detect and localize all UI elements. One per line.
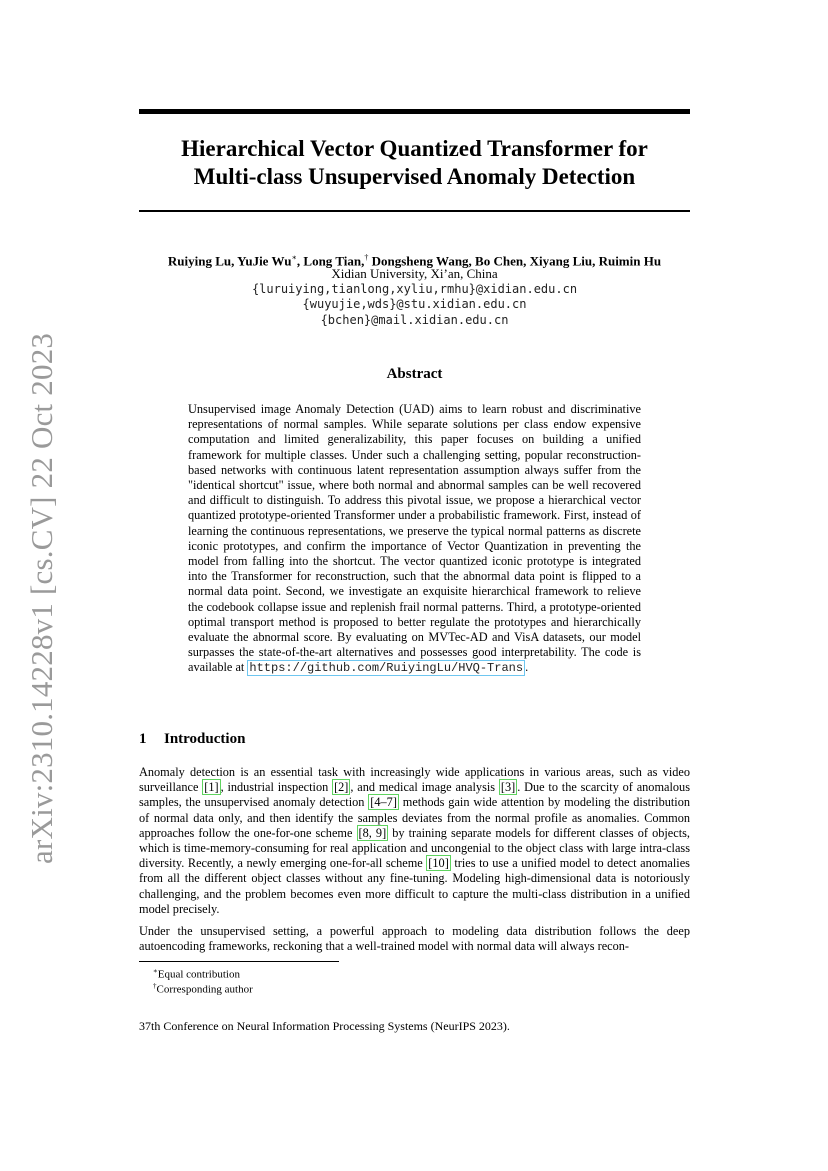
title-top-rule [139, 109, 690, 114]
section-heading-introduction [139, 731, 690, 748]
abstract-heading: Abstract [386, 366, 443, 382]
footnote-rule [139, 961, 339, 962]
conference-note: 37th Conference on Neural Information Processing Systems (NeurIPS 2023). [139, 1019, 510, 1033]
intro-text: tries to use a unified model to detect anomalies from all the different object classes without any fine-tuning. Modeling high-dimensional data is notoriously challenging, and the problem becomes even more difficult to capture the multi-class distribution in a unified model precisely. [139, 856, 690, 916]
arxiv-identifier: arXiv:2310.14228v1 [cs.CV] 22 Oct 2023 [24, 332, 59, 864]
intro-text: . Due to the scarcity of anomalous samples, the unsupervised anomaly detection [139, 780, 690, 810]
title-line-1: Hierarchical Vector Quantized Transformer for [181, 136, 648, 161]
author-names-3: Dongsheng Wang, Bo Chen, Xiyang Liu, Ruimin Hu [368, 253, 662, 269]
section-number: 1 [139, 731, 147, 747]
footnote-2 [153, 979, 253, 997]
affiliation: Xidian University, Xi’an, China [331, 266, 498, 281]
title-line-2: Multi-class Unsupervised Anomaly Detection [193, 164, 636, 189]
author-names-1: Ruiying Lu, YuJie Wu [167, 253, 292, 269]
corresponding-author-mark: † [364, 253, 369, 262]
footnote-mark: ∗ [153, 967, 158, 975]
intro-paragraph-1 [139, 765, 690, 917]
abstract-body-text: Unsupervised image Anomaly Detection (UAD) aims to learn robust and discriminative representations of normal samples. While separate solutions per class endow expensive computation and limited generalizability, this paper focuses on building a unified framework for multiple classes. Under such a challenging setting, popular reconstruction-based networks with continuous latent representation assumption always suffer from the "identical shortcut" issue, where both normal and abnormal samples can be well recovered and difficult to distinguish. To address this pivotal issue, we propose a hierarchical vector quantized prototype-oriented Transformer under a probabilistic framework. First, instead of learning the continuous representations, we preserve the typical normal patterns as discrete iconic prototypes, and confirm the importance of Vector Quantization in preventing the model from falling into the shortcut. The vector quantized iconic prototype is integrated into the Transformer for reconstruction, such that the abnormal data point is flipped to a normal data point. Second, we investigate an exquisite hierarchical framework to relieve the codebook collapse issue and replenish frail normal patterns. Third, a prototype-oriented optimal transport method is proposed to better regulate the prototypes and hierarchically evaluate the abnormal score. By evaluating on MVTec-AD and VisA datasets, our model surpasses the state-of-the-art alternatives and possesses good interpretability. The code is available at [188, 402, 641, 675]
intro-text: Anomaly detection is an essential task with increasingly wide applications in various areas, such as video surveillance [139, 765, 690, 795]
intro-text: by training separate models for different classes of objects, which is time-memory-consuming for real application and uncongenial to the object class with large intra-class diversity. Recently, a newly emerging one-for-all scheme [139, 825, 690, 871]
paper-title [139, 135, 690, 191]
intro-paragraph-2: Under the unsupervised setting, a powerful approach to modeling data distribution follows the deep autoencoding frameworks, reckoning that a well-trained model with normal data will always recon- [139, 924, 690, 954]
email-line-1: {luruiying,tianlong,xyliu,rmhu}@xidian.edu.cn [251, 282, 578, 296]
equal-contribution-mark: ∗ [291, 253, 297, 262]
email-line-2: {wuyujie,wds}@stu.xidian.edu.cn [302, 297, 527, 311]
email-line-3: {bchen}@mail.xidian.edu.cn [320, 313, 509, 327]
section-title: Introduction [164, 731, 246, 747]
footnote-text: Equal contribution [157, 968, 240, 981]
citation-link[interactable]: [1] [204, 780, 219, 795]
abstract-text [188, 402, 641, 677]
title-bottom-rule [139, 210, 690, 212]
abstract-end: . [525, 660, 529, 675]
code-link[interactable]: https://github.com/RuiyingLu/HVQ-Trans [249, 661, 524, 676]
citation-link[interactable]: [4–7] [370, 795, 397, 810]
footnote-text: Corresponding author [156, 983, 253, 996]
author-names-2: , Long Tian, [296, 253, 365, 269]
introduction-body [139, 765, 690, 961]
intro-text: methods gain wide attention by modeling the distribution of normal data only, and then identify the samples deviates from the normal profile as anomalies. Common approaches follow the one-for-one scheme [139, 795, 690, 840]
intro-text: , and medical image analysis [350, 780, 499, 795]
citation-link[interactable]: [8, 9] [358, 825, 387, 840]
intro-text: , industrial inspection [220, 780, 333, 795]
citation-link[interactable]: [2] [334, 780, 349, 795]
citation-link[interactable]: [10] [428, 856, 449, 871]
footnote-mark: † [153, 982, 157, 990]
citation-link[interactable]: [3] [500, 780, 516, 795]
